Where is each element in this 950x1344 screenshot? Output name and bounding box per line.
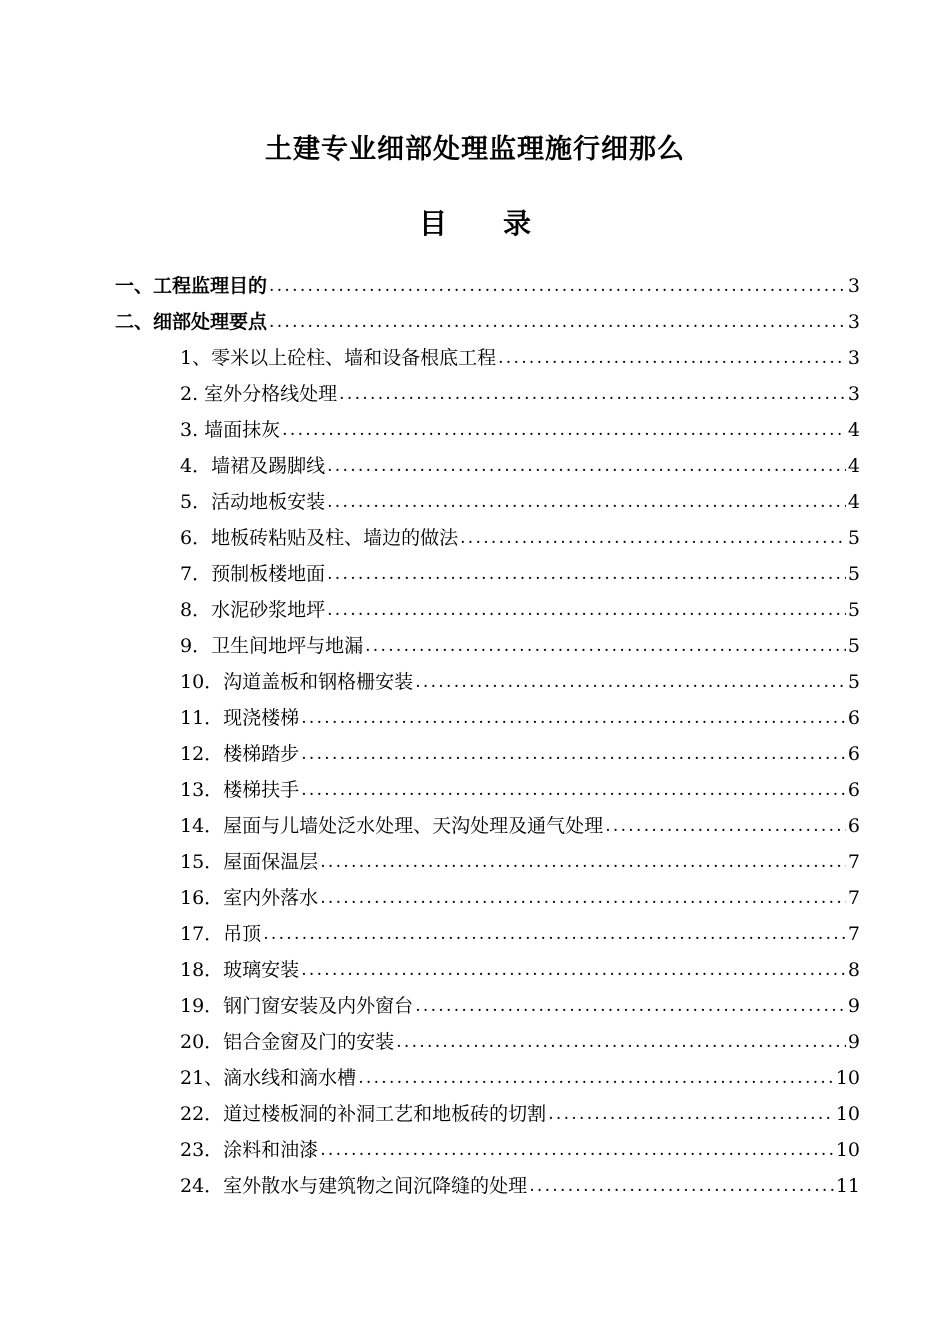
toc-leader-dots	[415, 988, 846, 1024]
toc-leader-dots	[365, 628, 846, 664]
toc-entry-page-number: 6	[847, 815, 860, 837]
toc-leader-dots	[320, 1132, 834, 1168]
toc-entry-label: 16．室内外落水	[180, 887, 319, 909]
toc-entry[interactable]	[0, 304, 860, 340]
toc-entry-page-number: 3	[847, 311, 860, 333]
toc-entry-label: 2. 室外分格线处理	[180, 383, 338, 405]
toc-leader-dots	[263, 916, 846, 952]
toc-entry[interactable]	[0, 1060, 860, 1096]
toc-entry-page-number: 5	[847, 563, 860, 585]
table-of-contents	[0, 268, 950, 1204]
toc-entry-label: 14．屋面与儿墙处泛水处理、天沟处理及通气处理	[180, 815, 604, 837]
toc-entry-label: 5．活动地板安装	[180, 491, 326, 513]
toc-entry-page-number: 4	[847, 491, 860, 513]
toc-entry-page-number: 10	[835, 1103, 860, 1125]
toc-entry-page-number: 5	[847, 635, 860, 657]
toc-entry-page-number: 10	[835, 1067, 860, 1089]
toc-entry-label: 9．卫生间地坪与地漏	[180, 635, 364, 657]
toc-entry-label: 3. 墙面抹灰	[180, 419, 281, 441]
toc-entry[interactable]	[0, 484, 860, 520]
toc-entry-label: 二、细部处理要点	[115, 311, 268, 333]
toc-entry-label: 6．地板砖粘贴及柱、墙边的做法	[180, 527, 459, 549]
toc-entry-page-number: 4	[847, 455, 860, 477]
toc-entry[interactable]	[0, 340, 860, 376]
toc-entry-label: 一、工程监理目的	[115, 275, 268, 297]
toc-entry-page-number: 6	[847, 707, 860, 729]
toc-leader-dots	[327, 592, 846, 628]
toc-entry-page-number: 7	[847, 923, 860, 945]
toc-entry-page-number: 3	[847, 347, 860, 369]
toc-entry-page-number: 7	[847, 851, 860, 873]
toc-entry[interactable]	[0, 772, 860, 808]
toc-entry[interactable]	[0, 664, 860, 700]
toc-entry-label: 1、零米以上砼柱、墙和设备根底工程	[180, 347, 497, 369]
toc-heading-left: 目	[418, 207, 447, 240]
toc-entry-label: 23．涂料和油漆	[180, 1139, 319, 1161]
toc-leader-dots	[339, 376, 846, 412]
toc-entry-page-number: 10	[835, 1139, 860, 1161]
toc-entry[interactable]	[0, 556, 860, 592]
toc-entry-page-number: 11	[835, 1175, 860, 1197]
toc-leader-dots	[327, 448, 846, 484]
toc-entry-label: 15．屋面保温层	[180, 851, 319, 873]
toc-leader-dots	[301, 952, 846, 988]
toc-entry[interactable]	[0, 592, 860, 628]
toc-entry-page-number: 6	[847, 779, 860, 801]
toc-entry[interactable]	[0, 268, 860, 304]
toc-entry[interactable]	[0, 880, 860, 916]
toc-leader-dots	[529, 1168, 834, 1204]
toc-entry-label: 13．楼梯扶手	[180, 779, 300, 801]
toc-entry[interactable]	[0, 808, 860, 844]
toc-entry-page-number: 3	[847, 383, 860, 405]
toc-leader-dots	[282, 412, 846, 448]
toc-entry-page-number: 5	[847, 671, 860, 693]
toc-entry-label: 17．吊顶	[180, 923, 262, 945]
toc-entry[interactable]	[0, 952, 860, 988]
toc-entry[interactable]	[0, 844, 860, 880]
toc-entry[interactable]	[0, 376, 860, 412]
toc-entry-label: 18．玻璃安装	[180, 959, 300, 981]
document-title: 土建专业细部处理监理施行细那么	[265, 134, 685, 165]
toc-leader-dots	[605, 808, 846, 844]
toc-entry[interactable]	[0, 1024, 860, 1060]
toc-entry-page-number: 5	[847, 527, 860, 549]
toc-entry[interactable]	[0, 628, 860, 664]
toc-entry-label: 11．现浇楼梯	[180, 707, 300, 729]
toc-entry-page-number: 4	[847, 419, 860, 441]
toc-entry-label: 4．墙裙及踢脚线	[180, 455, 326, 477]
toc-leader-dots	[460, 520, 846, 556]
toc-entry[interactable]	[0, 1096, 860, 1132]
toc-entry-label: 24．室外散水与建筑物之间沉降缝的处理	[180, 1175, 528, 1197]
toc-entry-page-number: 9	[847, 995, 860, 1017]
toc-leader-dots	[269, 268, 846, 304]
toc-leader-dots	[327, 556, 846, 592]
toc-entry-label: 8．水泥砂浆地坪	[180, 599, 326, 621]
toc-entry-page-number: 8	[847, 959, 860, 981]
toc-entry[interactable]	[0, 1132, 860, 1168]
toc-entry-page-number: 7	[847, 887, 860, 909]
toc-leader-dots	[358, 1060, 834, 1096]
toc-leader-dots	[327, 484, 846, 520]
toc-leader-dots	[269, 304, 846, 340]
toc-entry-label: 12．楼梯踏步	[180, 743, 300, 765]
toc-entry[interactable]	[0, 1168, 860, 1204]
toc-entry-page-number: 5	[847, 599, 860, 621]
toc-leader-dots	[320, 844, 846, 880]
toc-entry[interactable]	[0, 700, 860, 736]
toc-entry-label: 22．道过楼板洞的补洞工艺和地板砖的切割	[180, 1103, 547, 1125]
toc-leader-dots	[301, 700, 846, 736]
toc-entry-label: 19．钢门窗安装及内外窗台	[180, 995, 414, 1017]
toc-entry-page-number: 3	[847, 275, 860, 297]
toc-entry[interactable]	[0, 916, 860, 952]
toc-leader-dots	[396, 1024, 846, 1060]
toc-leader-dots	[498, 340, 846, 376]
toc-entry-label: 10．沟道盖板和钢格栅安装	[180, 671, 414, 693]
toc-entry-label: 21、滴水线和滴水槽	[180, 1067, 357, 1089]
toc-entry-page-number: 6	[847, 743, 860, 765]
toc-heading	[0, 204, 950, 244]
toc-leader-dots	[320, 880, 846, 916]
toc-leader-dots	[301, 736, 846, 772]
toc-entry-label: 20．铝合金窗及门的安装	[180, 1031, 395, 1053]
toc-leader-dots	[548, 1096, 834, 1132]
toc-entry-page-number: 9	[847, 1031, 860, 1053]
toc-entry[interactable]	[0, 520, 860, 556]
toc-entry-label: 7．预制板楼地面	[180, 563, 326, 585]
toc-entry[interactable]	[0, 412, 860, 448]
toc-entry[interactable]	[0, 988, 860, 1024]
toc-entry[interactable]	[0, 736, 860, 772]
toc-leader-dots	[301, 772, 846, 808]
toc-entry[interactable]	[0, 448, 860, 484]
toc-leader-dots	[415, 664, 846, 700]
toc-heading-right: 录	[503, 207, 532, 240]
